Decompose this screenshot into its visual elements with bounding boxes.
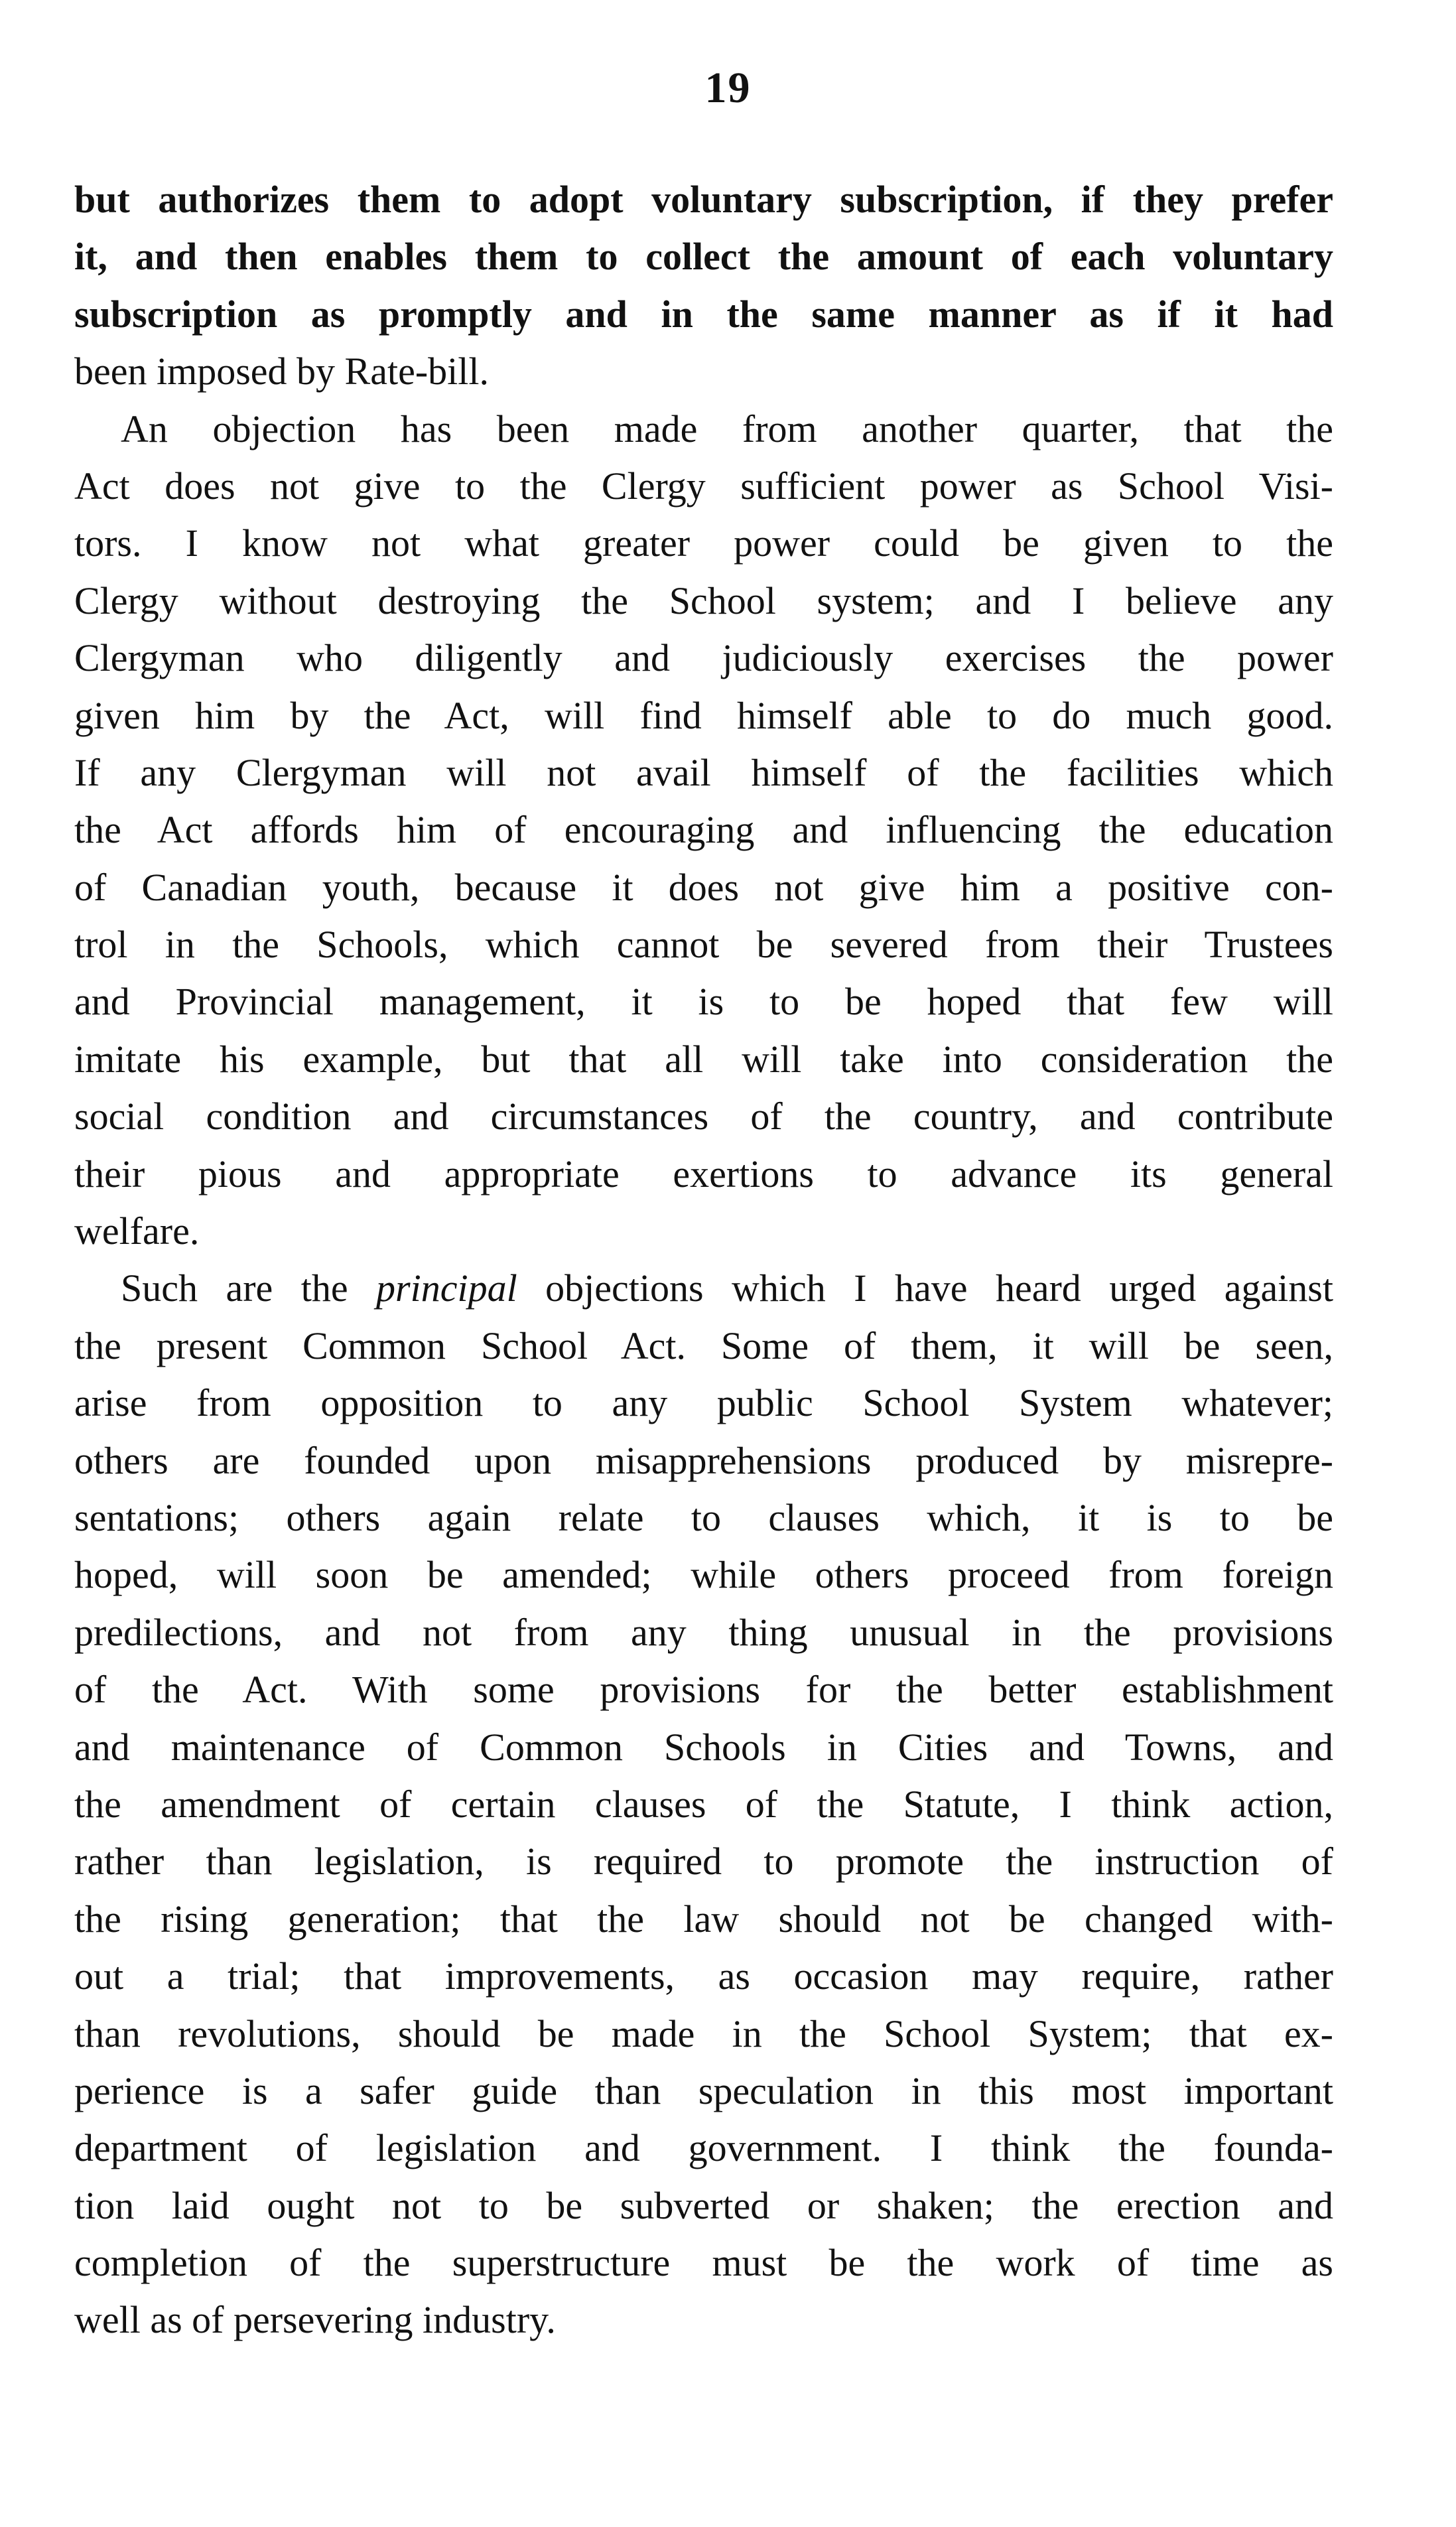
text-line: tion laid ought not to be subverted or shaken; the erection and: [74, 2183, 1333, 2227]
text-line: others are founded upon misapprehensions produced by misrepre-: [74, 1438, 1333, 1482]
text-line: hoped, will soon be amended; while others proceed from foreign: [74, 1553, 1333, 1597]
text-line: of the Act. With some provisions for the better establishment: [74, 1668, 1333, 1712]
text-line: tors. I know not what greater power could be given to the: [74, 521, 1333, 565]
text-line: sentations; others again relate to clauses which, it is to be: [74, 1495, 1333, 1539]
text-line: subscription as promptly and in the same manner as if it had: [74, 292, 1333, 336]
text-line: than revolutions, should be made in the School System; that ex-: [74, 2012, 1333, 2055]
text-line: the Act affords him of encouraging and influencing the education: [74, 808, 1333, 852]
text-line: their pious and appropriate exertions to advance its general: [74, 1152, 1333, 1195]
text-line: the present Common School Act. Some of them, it will be seen,: [74, 1324, 1333, 1367]
text-line: but authorizes them to adopt voluntary subscription, if they prefer: [74, 178, 1333, 221]
text-line: rather than legislation, is required to promote the instruction of: [74, 1840, 1333, 1883]
text-line: predilections, and not from any thing unusual in the provisions: [74, 1610, 1333, 1654]
text-line: If any Clergyman will not avail himself of the facilities which: [74, 750, 1333, 794]
text-line: completion of the superstructure must be the work of time as: [74, 2241, 1333, 2285]
text-line: it, and then enables them to collect the amount of each voluntary: [74, 235, 1333, 279]
text-line: Clergy without destroying the School system; and I believe any: [74, 579, 1333, 622]
text-line: trol in the Schools, which cannot be severed from their Trustees: [74, 923, 1333, 967]
text-fragment: objections which I have heard urged against: [517, 1266, 1333, 1310]
text-line: imitate his example, but that all will take into consideration the: [74, 1037, 1333, 1081]
text-fragment: Such are the: [121, 1266, 377, 1310]
text-line: of Canadian youth, because it does not give him a positive con-: [74, 865, 1333, 909]
text-line: arise from opposition to any public School System whatever;: [74, 1381, 1333, 1425]
text-line: given him by the Act, will find himself able to do much good.: [74, 693, 1333, 737]
text-line: social condition and circumstances of the country, and contribute: [74, 1095, 1333, 1138]
text-line: department of legislation and government. I think the founda-: [74, 2126, 1333, 2170]
text-line: out a trial; that improvements, as occasion may require, rather: [74, 1954, 1333, 1998]
text-line: Act does not give to the Clergy sufficient power as School Visi-: [74, 464, 1333, 508]
text-line: welfare.: [74, 1209, 200, 1253]
text-line: the amendment of certain clauses of the Statute, I think action,: [74, 1782, 1333, 1826]
text-line: Clergyman who diligently and judiciously exercises the power: [74, 636, 1333, 680]
text-line: and Provincial management, it is to be hoped that few will: [74, 980, 1333, 1024]
body-text: [74, 171, 1333, 2349]
emphasis-word: principal: [376, 1266, 517, 1310]
paragraph-first-line: [74, 1260, 1333, 1317]
paragraph-first-line: An objection has been made from another quarter, that the: [121, 407, 1333, 450]
text-line: well as of persevering industry.: [74, 2298, 556, 2342]
page-number: 19: [704, 64, 752, 112]
text-line: and maintenance of Common Schools in Cities and Towns, and: [74, 1725, 1333, 1769]
text-line: the rising generation; that the law should not be changed with-: [74, 1897, 1333, 1941]
text-line: perience is a safer guide than speculation in this most important: [74, 2069, 1333, 2112]
text-line: been imposed by Rate-bill.: [74, 350, 489, 393]
